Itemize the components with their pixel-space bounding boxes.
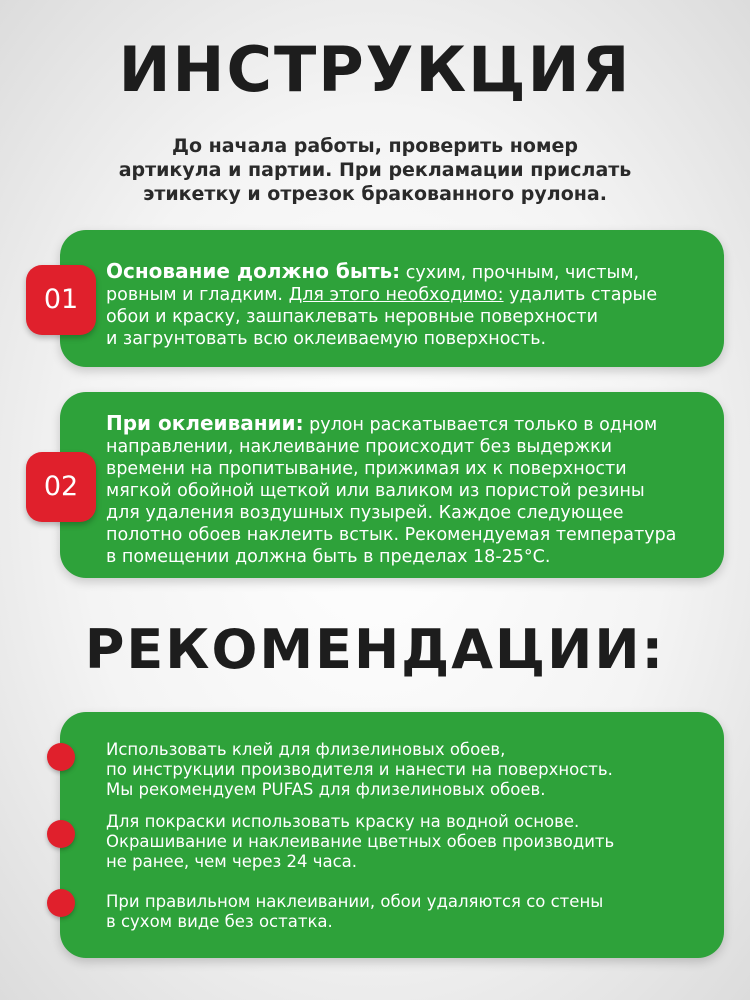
- step-text: ровным и гладким.: [106, 285, 289, 305]
- recommendations-title: РЕКОМЕНДАЦИИ:: [84, 618, 666, 681]
- step-text: сухим, прочным, чистым,: [400, 263, 640, 283]
- intro-line: До начала работы, проверить номер: [172, 135, 578, 157]
- step-number-badge: 02: [26, 452, 96, 522]
- step-underlined-text: Для этого необходимо:: [288, 285, 504, 305]
- recommendation-item: [106, 812, 706, 872]
- step-card-02: [60, 392, 724, 578]
- step-line: мягкой обойной щеткой или валиком из пористой резины: [106, 481, 645, 501]
- step-line: и загрунтовать всю оклеиваемую поверхность.: [106, 329, 547, 349]
- recommendation-item: [106, 892, 706, 932]
- bullet-dot-icon: [47, 743, 75, 771]
- step-text-01: [106, 260, 706, 350]
- step-line: времени на пропитывание, прижимая их к поверхности: [106, 459, 627, 479]
- step-card-01: [60, 230, 724, 367]
- recommendation-line: в сухом виде без остатка.: [106, 912, 333, 931]
- recommendation-line: по инструкции производителя и нанести на поверхность.: [106, 760, 613, 779]
- recommendation-line: Окрашивание и наклеивание цветных обоев производить: [106, 832, 615, 851]
- step-text: рулон раскатывается только в одном: [303, 415, 658, 435]
- bullet-dot-icon: [47, 820, 75, 848]
- recommendation-item: [106, 740, 706, 800]
- bullet-dot-icon: [47, 889, 75, 917]
- recommendations-card: [60, 712, 724, 958]
- step-text: удалить старые: [503, 285, 658, 305]
- step-line: в помещении должна быть в пределах 18-25°С.: [106, 547, 551, 567]
- step-heading: При оклеивании:: [106, 411, 304, 435]
- step-heading: Основание должно быть:: [106, 259, 401, 283]
- recommendation-line: Мы рекомендуем PUFAS для флизелиновых обоев.: [106, 780, 546, 799]
- step-text-02: [106, 412, 716, 568]
- step-number-badge: 01: [26, 265, 96, 335]
- recommendation-line: не ранее, чем через 24 часа.: [106, 852, 358, 871]
- recommendation-line: Использовать клей для флизелиновых обоев,: [106, 740, 506, 759]
- intro-text: [100, 134, 650, 206]
- step-line: полотно обоев наклеить встык. Рекомендуемая температура: [106, 525, 677, 545]
- step-line: обои и краску, зашпаклевать неровные поверхности: [106, 307, 598, 327]
- page-title: ИНСТРУКЦИЯ: [118, 33, 632, 106]
- intro-line: артикула и партии. При рекламации прислать: [118, 159, 632, 181]
- step-line: для удаления воздушных пузырей. Каждое следующее: [106, 503, 624, 523]
- step-line: направлении, наклеивание происходит без выдержки: [106, 437, 613, 457]
- intro-line: этикетку и отрезок бракованного рулона.: [143, 183, 607, 205]
- recommendation-line: При правильном наклеивании, обои удаляются со стены: [106, 892, 604, 911]
- recommendation-line: Для покраски использовать краску на водной основе.: [106, 812, 580, 831]
